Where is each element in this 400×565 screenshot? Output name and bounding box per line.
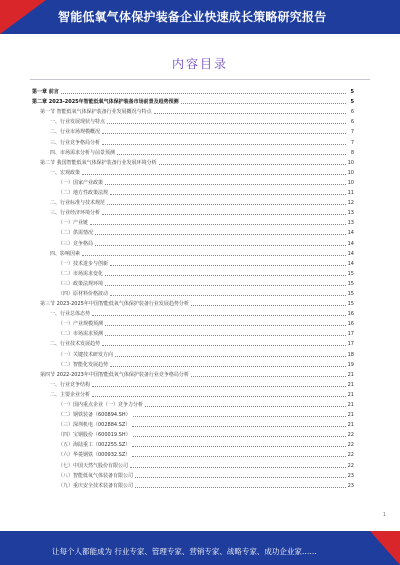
toc-leader-dots: [102, 345, 346, 346]
toc-entry[interactable]: [32, 408, 354, 418]
toc-heading: 内容目录: [171, 57, 228, 71]
toc-entry-label: （六）华菱钢铁（000932.SZ）: [58, 452, 131, 459]
toc-leader-dots: [95, 234, 346, 235]
toc-entry-label: （四）原材料价格波动: [58, 290, 109, 297]
page-number: 1: [382, 512, 386, 518]
toc-leader-dots: [95, 245, 346, 246]
toc-leader-dots: [117, 154, 346, 155]
toc-leader-dots: [105, 275, 346, 276]
toc-leader-dots: [90, 224, 346, 225]
toc-entry[interactable]: [32, 105, 354, 115]
toc-entry-page: 14: [347, 250, 354, 257]
toc-entry-label: （二）智能化发展趋势: [58, 361, 109, 368]
toc-entry-label: （二）钢铁装备（600894.SH）: [58, 412, 131, 419]
toc-entry-page: 19: [347, 361, 354, 368]
toc-entry-page: 10: [347, 159, 354, 166]
toc-entry[interactable]: [32, 247, 354, 257]
toc-leader-dots: [130, 467, 346, 468]
toc-leader-dots: [105, 285, 346, 286]
toc-entry-page: 15: [347, 301, 354, 308]
toc-entry-label: 第一节 智能低氧气体保护装备行业发展概况与特点: [40, 109, 152, 116]
toc-entry[interactable]: [32, 368, 354, 378]
toc-entry-page: 23: [347, 482, 354, 489]
toc-entry-page: 17: [347, 331, 354, 338]
toc-entry-label: 二、行业标准与技术规范: [50, 200, 106, 207]
toc-entry-label: （一）产业链: [58, 220, 89, 227]
toc-entry[interactable]: [32, 317, 354, 327]
toc-entry[interactable]: [32, 257, 354, 267]
toc-entry[interactable]: [32, 297, 354, 307]
toc-entry-label: （二）地方性政策法规: [58, 190, 109, 197]
toc-entry-page: 5: [350, 99, 354, 106]
toc-entry-label: （五）海陆重工（002255.SZ）: [58, 442, 131, 449]
toc-entry[interactable]: [32, 176, 354, 186]
toc-entry-label: 三、行业竞争格局分析: [50, 139, 101, 146]
toc-entry[interactable]: [32, 277, 354, 287]
toc-leader-dots: [92, 315, 346, 316]
toc-leader-dots: [181, 103, 346, 104]
toc-entry-page: 21: [347, 391, 354, 398]
toc-entry[interactable]: [32, 146, 354, 156]
toc-entry-page: 21: [347, 371, 354, 378]
toc-entry-page: 15: [347, 290, 354, 297]
toc-entry[interactable]: [32, 85, 354, 95]
toc-entry[interactable]: [32, 458, 354, 468]
toc-entry-label: （九）重庆安全技术装备有限公司: [58, 482, 134, 489]
toc-entry-page: 12: [347, 200, 354, 207]
toc-entry-page: 13: [347, 220, 354, 227]
toc-entry-page: 17: [347, 341, 354, 348]
toc-leader-dots: [105, 325, 346, 326]
toc-entry-page: 5: [350, 89, 354, 96]
toc-entry-label: （二）市场需求变化: [58, 270, 104, 277]
toc-entry[interactable]: [32, 337, 354, 347]
toc-leader-dots: [154, 113, 346, 114]
toc-entry-page: 22: [347, 462, 354, 469]
toc-leader-dots: [110, 366, 346, 367]
toc-entry[interactable]: [32, 166, 354, 176]
toc-entry-page: 13: [347, 210, 354, 217]
toc-entry-label: （一）技术进步与创新: [58, 260, 109, 267]
toc-entry-label: （一）产业规模预测: [58, 321, 104, 328]
toc-entry-label: （一）关键技术研发方向: [58, 351, 114, 358]
toc-entry[interactable]: [32, 135, 354, 145]
toc-entry-label: 第三节 2023-2025年中国智能低氧气体保护装备行业发展趋势分析: [40, 301, 189, 308]
toc-entry-page: 18: [347, 351, 354, 358]
toc-divider: [30, 79, 370, 80]
toc-leader-dots: [105, 335, 346, 336]
toc-entry[interactable]: [32, 418, 354, 428]
toc-entry-page: 11: [347, 190, 354, 197]
toc-leader-dots: [110, 194, 346, 195]
toc-entry-label: 二、主要企业分析: [50, 391, 91, 398]
toc-leader-dots: [115, 356, 346, 357]
toc-entry[interactable]: [32, 115, 354, 125]
toc-entry[interactable]: [32, 186, 354, 196]
toc-entry-label: （七）中国天然气股份有限公司: [58, 462, 129, 469]
toc-entry-label: 第四节 2022-2023年中国智能低氧气体保护装备行业竞争格局分析: [40, 371, 189, 378]
toc-entry-label: （二）供需情况: [58, 230, 94, 237]
toc-entry[interactable]: [32, 156, 354, 166]
toc-leader-dots: [132, 456, 345, 457]
toc-entry-label: （四）宝钢股份（600019.SH）: [58, 432, 131, 439]
toc-entry-label: 一、行业总体态势: [50, 311, 91, 318]
toc-entry-page: 7: [350, 139, 354, 146]
toc-leader-dots: [133, 436, 346, 437]
toc-entry[interactable]: [32, 287, 354, 297]
toc-entry-page: 21: [347, 412, 354, 419]
toc-leader-dots: [191, 376, 346, 377]
toc-leader-dots: [92, 386, 346, 387]
toc-leader-dots: [102, 144, 346, 145]
toc-entry-label: （八）智能低氧气体装备有限公司: [58, 472, 134, 479]
toc-entry-label: 二、行业市场规模概况: [50, 129, 101, 136]
toc-entry[interactable]: [32, 479, 354, 489]
toc-entry[interactable]: [32, 327, 354, 337]
toc-entry-page: 14: [347, 230, 354, 237]
toc-entry-page: 22: [347, 432, 354, 439]
toc-entry-label: （二）市场需求预测: [58, 331, 104, 338]
toc-leader-dots: [110, 265, 346, 266]
toc-leader-dots: [110, 295, 346, 296]
report-title: 智能低氧气体保护装备企业快速成长策略研究报告: [58, 10, 327, 24]
toc-entry[interactable]: [32, 378, 354, 388]
toc-entry[interactable]: [32, 347, 354, 357]
toc-entry-page: 21: [347, 381, 354, 388]
toc-entry-label: 一、行业发展现状与特点: [50, 119, 106, 126]
toc-leader-dots: [132, 426, 345, 427]
toc-entry[interactable]: [32, 469, 354, 479]
toc-entry[interactable]: [32, 448, 354, 458]
toc-leader-dots: [105, 184, 346, 185]
toc-entry-label: 一、宏观政策: [50, 169, 81, 176]
toc-entry-page: 8: [350, 149, 354, 156]
toc-entry-label: （三）深圳机电（002884.SZ）: [58, 422, 131, 429]
toc-entry-page: 6: [350, 109, 354, 116]
toc-entry[interactable]: [32, 125, 354, 135]
toc-entry-label: 四、影响因素: [50, 250, 81, 257]
table-of-contents: [32, 85, 354, 489]
toc-entry[interactable]: [32, 307, 354, 317]
toc-entry[interactable]: [32, 388, 354, 398]
toc-entry[interactable]: [32, 438, 354, 448]
toc-entry-page: 14: [347, 240, 354, 247]
toc-leader-dots: [107, 204, 346, 205]
toc-leader-dots: [191, 305, 346, 306]
header-red-accent: [0, 0, 46, 34]
footer-slogan: 让每个人都能成为 行业专家、管理专家、营销专家、战略专家、成功企业家……: [52, 547, 317, 556]
toc-leader-dots: [145, 406, 346, 407]
toc-entry-label: 第一章 前言: [32, 89, 59, 96]
toc-entry-label: （一）国家产业政策: [58, 179, 104, 186]
toc-entry-page: 23: [347, 472, 354, 479]
toc-entry[interactable]: [32, 216, 354, 226]
toc-entry[interactable]: [32, 428, 354, 438]
toc-leader-dots: [102, 214, 346, 215]
toc-entry[interactable]: [32, 236, 354, 246]
toc-entry-label: （三）政策法规环境: [58, 280, 104, 287]
toc-entry[interactable]: [32, 267, 354, 277]
toc-entry-page: 21: [347, 402, 354, 408]
footer-red-accent: [370, 531, 400, 565]
toc-entry-page: 10: [347, 179, 354, 186]
toc-leader-dots: [61, 93, 346, 94]
toc-entry-page: 7: [350, 129, 354, 136]
toc-leader-dots: [135, 477, 346, 478]
toc-entry-page: 16: [347, 311, 354, 318]
toc-entry-page: 22: [347, 442, 354, 449]
toc-entry-label: （一）国内重点企业（一）竞争力分析: [58, 402, 144, 408]
toc-leader-dots: [132, 446, 345, 447]
toc-entry[interactable]: [32, 95, 354, 105]
toc-entry-label: 第二章 2023-2025年智能低氧气体保护装备市场前景及趋势预测: [32, 99, 179, 106]
toc-leader-dots: [82, 174, 346, 175]
toc-entry[interactable]: [32, 206, 354, 216]
toc-entry-page: 10: [347, 169, 354, 176]
toc-leader-dots: [133, 416, 346, 417]
toc-leader-dots: [92, 396, 346, 397]
toc-entry[interactable]: [32, 398, 354, 408]
toc-entry-label: 第二节 我国智能低氧气体保护装备行业发展环境分析: [40, 159, 157, 166]
toc-leader-dots: [159, 164, 346, 165]
toc-entry-label: 一、行业竞争结构: [50, 381, 91, 388]
toc-entry-label: 二、行业技术发展趋势: [50, 341, 101, 348]
toc-entry-label: 四、市场需求分析与前景预测: [50, 149, 116, 156]
toc-entry-label: 三、行业经济环境分析: [50, 210, 101, 217]
toc-entry[interactable]: [32, 226, 354, 236]
toc-entry-page: 14: [347, 260, 354, 267]
toc-entry-page: 15: [347, 270, 354, 277]
toc-entry[interactable]: [32, 358, 354, 368]
toc-entry-page: 16: [347, 321, 354, 328]
toc-leader-dots: [82, 255, 346, 256]
toc-entry-page: 15: [347, 280, 354, 287]
toc-entry-page: 21: [347, 422, 354, 429]
toc-entry-page: 22: [347, 452, 354, 459]
toc-leader-dots: [135, 487, 346, 488]
toc-entry-label: （三）竞争格局: [58, 240, 94, 247]
toc-entry-page: 6: [350, 119, 354, 126]
toc-leader-dots: [107, 123, 346, 124]
toc-entry[interactable]: [32, 196, 354, 206]
toc-leader-dots: [102, 133, 346, 134]
